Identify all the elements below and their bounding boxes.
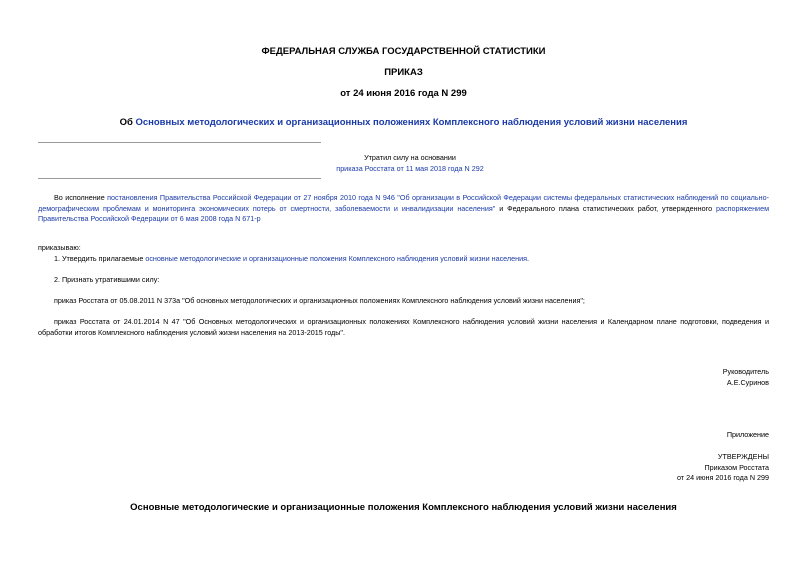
preamble <box>38 193 769 225</box>
repeal-order-1: приказ Росстата от 05.08.2011 N 373а "Об основных методологических и организационных положениях Комплексного наблюдения условий жизни населения"; <box>54 296 585 305</box>
appendix-title: Основные методологические и организационные положения Комплексного наблюдения условий жизни населения <box>130 502 677 513</box>
preamble-text-2: и Федерального плана статистических работ, утвержденного <box>495 203 716 213</box>
title-prefix: Об <box>119 117 136 128</box>
approval-block <box>470 452 769 484</box>
orders-word: приказываю: <box>38 243 81 252</box>
signature-block <box>470 367 769 388</box>
status-note <box>290 153 530 174</box>
item-1-link[interactable]: основные методологические и организационные положения Комплексного наблюдения условий жизни населения <box>145 254 527 263</box>
status-note-text: Утратил силу на основании <box>364 153 456 162</box>
document-title <box>0 117 807 128</box>
preamble-link-resolution[interactable]: постановления Правительства Российской Федерации от 27 ноября 2010 года N 946 "Об организации в Российской Федерации системы федеральных статистических наблюдений по социально-демографическим проблемам и мониторинга экономических потерь от смертности, заболеваемости и инвалидизации населения" <box>38 193 769 213</box>
preamble-link-order[interactable]: распоряжением Правительства Российской Федерации от 6 мая 2008 года N 671-р <box>38 203 770 223</box>
item-1-prefix: 1. Утвердить прилагаемые <box>54 254 146 263</box>
document-date-number: от 24 июня 2016 года N 299 <box>340 88 467 99</box>
status-note-link[interactable]: приказа Росстата от 11 мая 2018 года N 292 <box>336 163 484 173</box>
signature-name: А.Е.Суринов <box>726 377 769 387</box>
preamble-text-1: Во исполнение <box>54 193 108 202</box>
item-1 <box>54 254 769 265</box>
divider-bottom <box>38 178 321 179</box>
agency-name: ФЕДЕРАЛЬНАЯ СЛУЖБА ГОСУДАРСТВЕННОЙ СТАТИСТИКИ <box>261 46 546 57</box>
approval-date-number: от 24 июня 2016 года N 299 <box>676 473 769 482</box>
approval-approved: УТВЕРЖДЕНЫ <box>717 452 769 461</box>
appendix-label: Приложение <box>726 430 769 439</box>
approval-by-order: Приказом Росстата <box>704 462 769 472</box>
title-link[interactable]: Основных методологических и организационных положениях Комплексного наблюдения условий жизни населения <box>135 117 688 128</box>
repeal-order-2: приказ Росстата от 24.01.2014 N 47 "Об Основных методологических и организационных положениях Комплексного наблюдения условий жизни населения и Календарном плане подготовки, подведения и обработки итогов Комплексного наблюдения условий жизни населения на 2013-2015 годы". <box>38 317 769 337</box>
item-1-suffix: . <box>527 254 529 263</box>
divider-top <box>38 142 321 143</box>
document-type: ПРИКАЗ <box>384 67 423 78</box>
item-2: 2. Признать утратившими силу: <box>54 275 160 284</box>
signature-role: Руководитель <box>722 367 769 376</box>
